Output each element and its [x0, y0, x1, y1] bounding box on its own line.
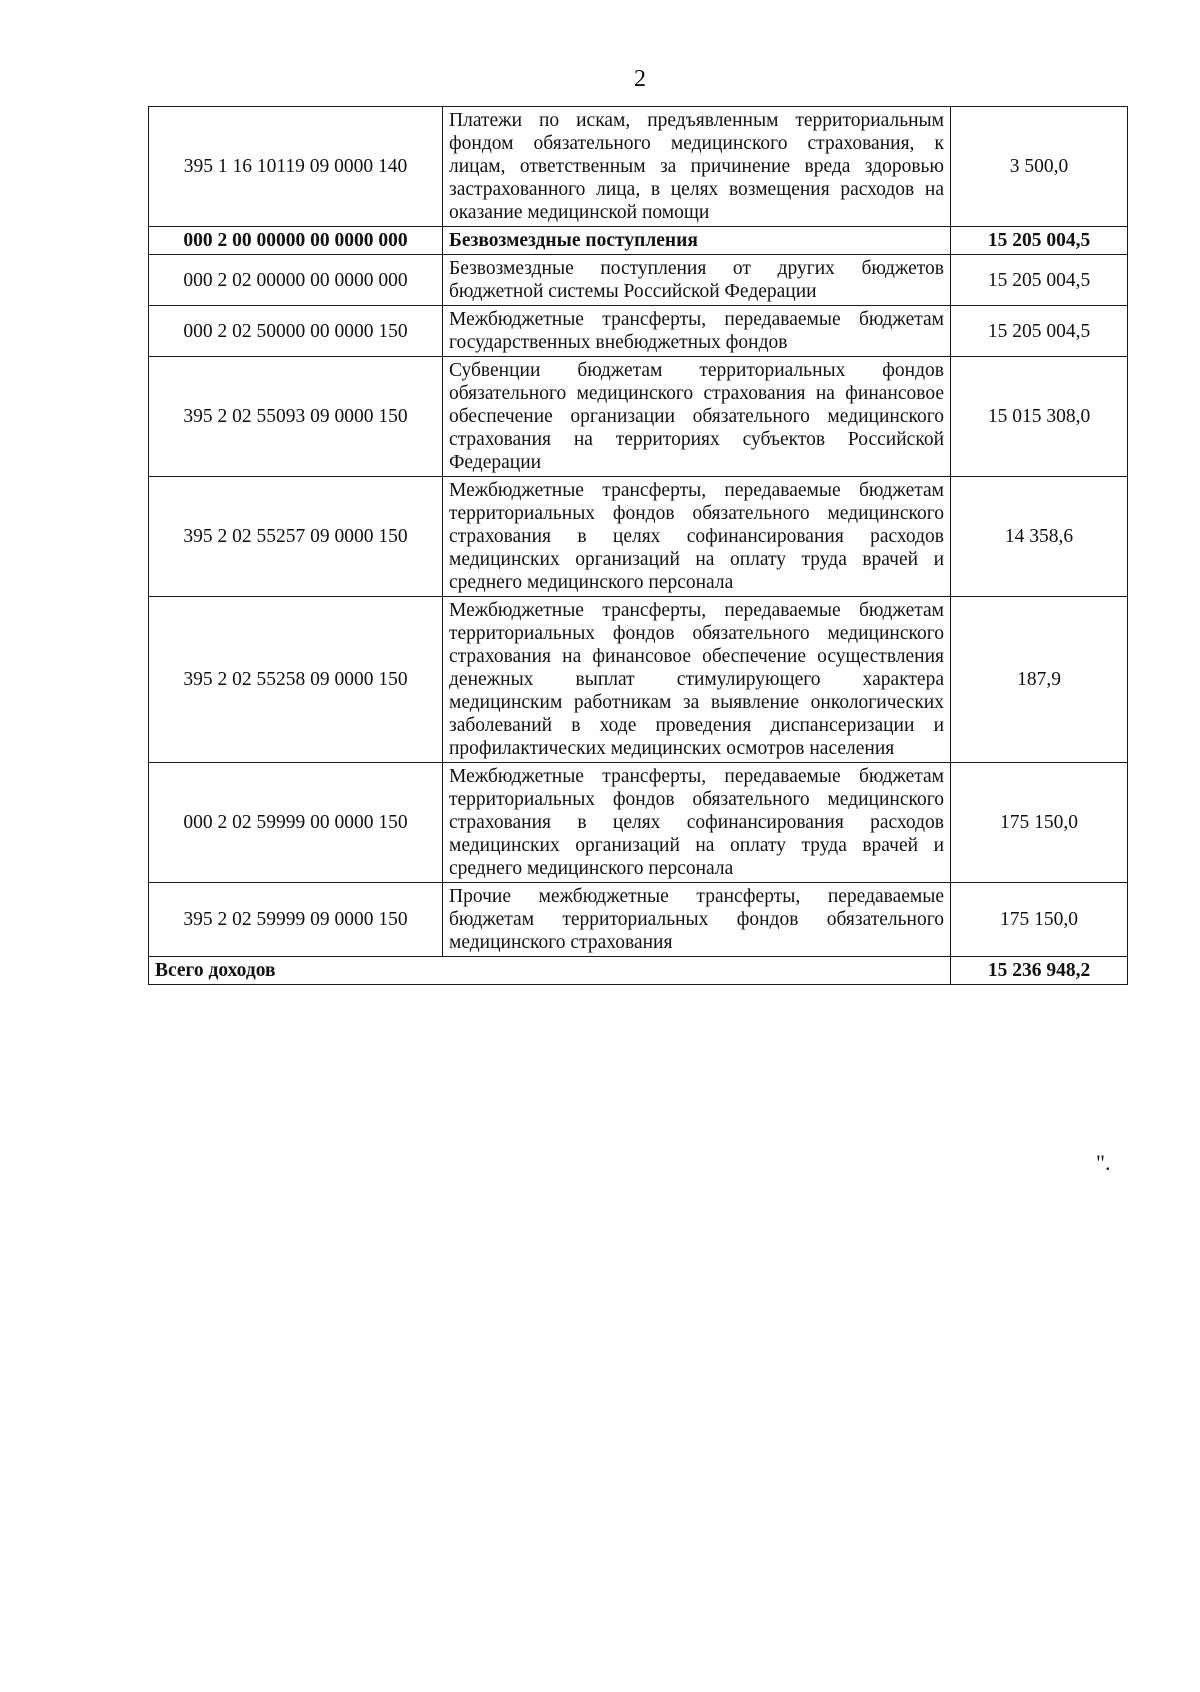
page-number: 2: [634, 66, 646, 92]
budget-code: 000 2 02 00000 00 0000 000: [149, 255, 443, 306]
budget-code: 000 2 02 50000 00 0000 150: [149, 306, 443, 357]
revenue-name: Субвенции бюджетам территориальных фондов обязательного медицинского страхования на финансовое обеспечение организации обязательного медицинского страхования на территориях субъектов Российской Федерации: [443, 357, 951, 477]
total-row: [149, 957, 1128, 985]
revenue-name: Межбюджетные трансферты, передаваемые бюджетам территориальных фондов обязательного медицинского страхования на финансовое обеспечение осуществления денежных выплат стимулирующего характера медицинским работникам за выявление онкологических заболеваний в ходе проведения диспансеризации и профилактических медицинских осмотров населения: [443, 597, 951, 763]
revenue-amount: 15 205 004,5: [951, 306, 1128, 357]
revenue-amount: 15 205 004,5: [951, 227, 1128, 255]
budget-code: 395 2 02 59999 09 0000 150: [149, 883, 443, 957]
revenue-amount: 175 150,0: [951, 763, 1128, 883]
revenue-amount: 175 150,0: [951, 883, 1128, 957]
table-row: [149, 597, 1128, 763]
revenue-amount: 187,9: [951, 597, 1128, 763]
revenue-name: Межбюджетные трансферты, передаваемые бюджетам территориальных фондов обязательного медицинского страхования в целях софинансирования расходов медицинских организаций на оплату труда врачей и среднего медицинского персонала: [443, 763, 951, 883]
budget-code: 000 2 00 00000 00 0000 000: [149, 227, 443, 255]
table-row: [149, 227, 1128, 255]
revenue-name: Платежи по искам, предъявленным территориальным фондом обязательного медицинского страхования, к лицам, ответственным за причинение вреда здоровью застрахованного лица, в целях возмещения расходов на оказание медицинской помощи: [443, 107, 951, 227]
table-row: [149, 255, 1128, 306]
revenue-table: [148, 106, 1128, 985]
table-row: [149, 357, 1128, 477]
revenue-name: Межбюджетные трансферты, передаваемые бюджетам государственных внебюджетных фондов: [443, 306, 951, 357]
total-amount: 15 236 948,2: [951, 957, 1128, 985]
revenue-amount: 14 358,6: [951, 477, 1128, 597]
budget-code: 395 1 16 10119 09 0000 140: [149, 107, 443, 227]
revenue-amount: 3 500,0: [951, 107, 1128, 227]
revenue-amount: 15 205 004,5: [951, 255, 1128, 306]
table-row: [149, 763, 1128, 883]
revenue-name: Межбюджетные трансферты, передаваемые бюджетам территориальных фондов обязательного медицинского страхования в целях софинансирования расходов медицинских организаций на оплату труда врачей и среднего медицинского персонала: [443, 477, 951, 597]
revenue-amount: 15 015 308,0: [951, 357, 1128, 477]
revenue-name: Прочие межбюджетные трансферты, передаваемые бюджетам территориальных фондов обязательного медицинского страхования: [443, 883, 951, 957]
table-row: [149, 477, 1128, 597]
revenue-name: Безвозмездные поступления от других бюджетов бюджетной системы Российской Федерации: [443, 255, 951, 306]
total-label: Всего доходов: [149, 957, 951, 985]
table-row: [149, 883, 1128, 957]
budget-code: 395 2 02 55093 09 0000 150: [149, 357, 443, 477]
closing-quote-mark: ".: [1096, 1150, 1111, 1175]
table-row: [149, 107, 1128, 227]
table-row: [149, 306, 1128, 357]
budget-code: 395 2 02 55258 09 0000 150: [149, 597, 443, 763]
revenue-table-body: [149, 107, 1128, 985]
revenue-name: Безвозмездные поступления: [443, 227, 951, 255]
budget-code: 395 2 02 55257 09 0000 150: [149, 477, 443, 597]
budget-code: 000 2 02 59999 00 0000 150: [149, 763, 443, 883]
